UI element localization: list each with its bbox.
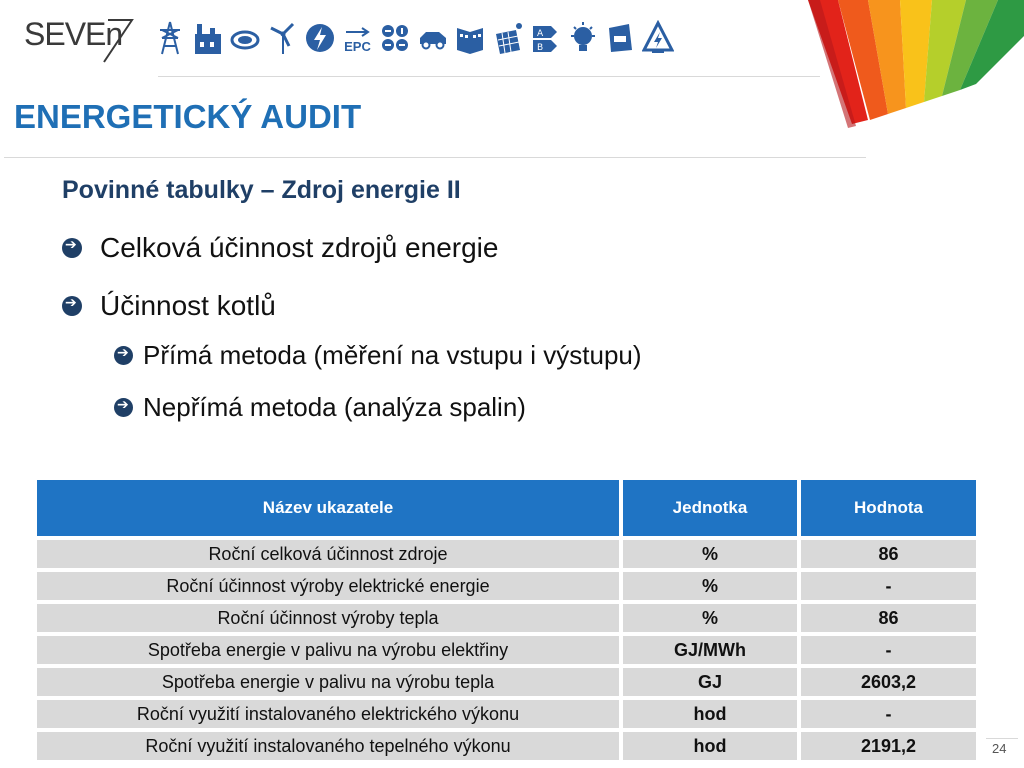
electric-house-icon [640,18,676,58]
seven-logo [24,12,136,64]
table-cell-value: - [801,700,976,728]
solar-panel-icon [490,18,526,58]
table-cell-unit: hod [623,732,797,760]
table-cell-indicator: Spotřeba energie v palivu na výrobu tepla [37,668,619,696]
power-pylon-icon [152,18,188,58]
table-row [37,728,984,760]
table-cell-indicator: Roční účinnost výroby tepla [37,604,619,632]
wind-turbine-icon [265,18,301,58]
car-icon [415,18,451,58]
table-cell-unit: GJ/MWh [623,636,797,664]
bullet-item [62,232,498,264]
table-row [37,600,984,632]
table-cell-unit: % [623,572,797,600]
heating-coil-icon [227,18,263,58]
table-cell-indicator: Roční účinnost výroby elektrické energie [37,572,619,600]
slide-title: ENERGETICKÝ AUDIT [14,98,362,135]
column-header: Hodnota [801,480,976,536]
logo-text: SEVEn [24,16,123,52]
table-row [37,536,984,568]
page-number: 24 [992,741,1007,756]
table-cell-indicator: Roční celková účinnost zdroje [37,540,619,568]
table-cell-unit: GJ [623,668,797,696]
header-divider [158,76,820,77]
table-cell-value: - [801,572,976,600]
svg-text:A: A [537,29,544,39]
bullet-item [62,290,276,322]
arrow-bullet-icon [62,296,82,316]
table-header-row [37,480,984,536]
bullet-text: Nepřímá metoda (analýza spalin) [143,392,526,422]
arrow-bullet-icon [114,398,133,417]
building-ledger-icon [452,18,488,58]
controls-icon [377,18,413,58]
energy-label-icon [527,18,563,58]
table-cell-value: 2603,2 [801,668,976,696]
bullet-text: Přímá metoda (měření na vstupu i výstupu) [143,340,642,370]
table-cell-indicator: Roční využití instalovaného tepelného výkonu [37,732,619,760]
epc-icon [340,18,376,58]
sub-bullet-item [114,392,526,423]
arrow-bullet-icon [114,346,133,365]
table-row [37,632,984,664]
table-cell-value: 86 [801,540,976,568]
footer-divider [986,738,1018,739]
table-cell-indicator: Roční využití instalovaného elektrického výkonu [37,700,619,728]
table-cell-value: - [801,636,976,664]
column-header: Jednotka [623,480,797,536]
seven-slash-icon [24,12,136,64]
rainbow-fan-graphic [808,0,1024,130]
table-cell-value: 2191,2 [801,732,976,760]
topic-icon-bar [152,14,820,62]
slide-subtitle: Povinné tabulky – Zdroj energie II [62,176,461,204]
table-row [37,696,984,728]
table-cell-unit: % [623,540,797,568]
column-header: Název ukazatele [37,480,619,536]
factory-icon [190,18,226,58]
bullet-text: Účinnost kotlů [100,290,276,321]
table-cell-unit: hod [623,700,797,728]
indicator-table [37,480,984,760]
smart-meter-icon [602,18,638,58]
epc-label: EPC [344,38,371,54]
table-row [37,664,984,696]
arrow-bullet-icon [62,238,82,258]
sub-bullet-item [114,340,642,371]
table-row [37,568,984,600]
bullet-text: Celková účinnost zdrojů energie [100,232,499,263]
table-cell-value: 86 [801,604,976,632]
energy-bolt-icon [302,18,338,58]
svg-text:B: B [537,43,544,53]
title-divider [4,157,866,158]
table-cell-unit: % [623,604,797,632]
table-cell-indicator: Spotřeba energie v palivu na výrobu elektřiny [37,636,619,664]
lightbulb-icon [565,18,601,58]
